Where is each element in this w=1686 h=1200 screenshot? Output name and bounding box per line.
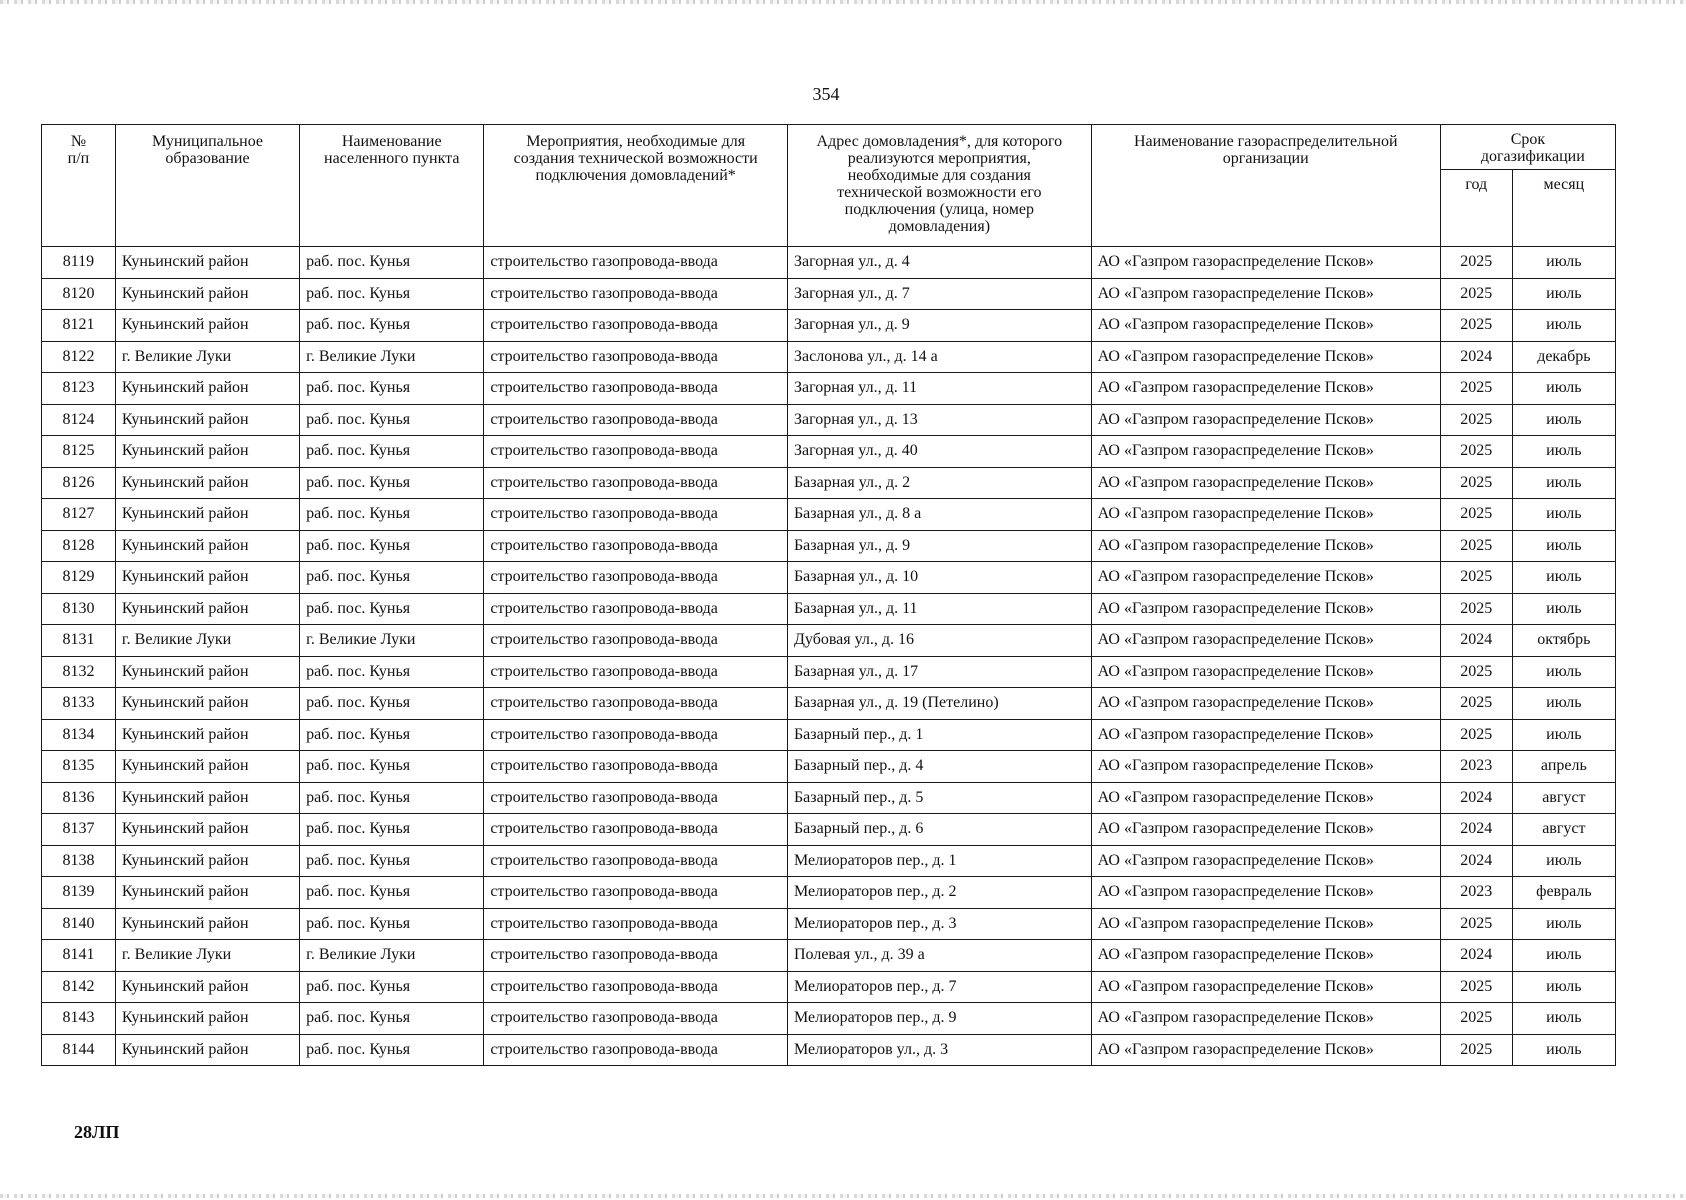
cell-month: декабрь <box>1512 341 1615 373</box>
cell-month: июль <box>1512 940 1615 972</box>
table-body <box>42 247 1616 1066</box>
cell-organization: АО «Газпром газораспределение Псков» <box>1091 373 1440 405</box>
cell-year: 2025 <box>1440 593 1512 625</box>
cell-measure: строительство газопровода-ввода <box>484 530 788 562</box>
cell-num: 8136 <box>42 782 116 814</box>
cell-municipality: Куньинский район <box>115 719 299 751</box>
cell-year: 2025 <box>1440 908 1512 940</box>
cell-address: Мелиораторов пер., д. 7 <box>787 971 1091 1003</box>
table-row <box>42 656 1616 688</box>
cell-organization: АО «Газпром газораспределение Псков» <box>1091 814 1440 846</box>
gasification-table <box>41 124 1616 1066</box>
cell-num: 8139 <box>42 877 116 909</box>
cell-municipality: Куньинский район <box>115 499 299 531</box>
cell-municipality: Куньинский район <box>115 656 299 688</box>
cell-settlement: г. Великие Луки <box>300 940 484 972</box>
cell-organization: АО «Газпром газораспределение Псков» <box>1091 499 1440 531</box>
cell-year: 2025 <box>1440 719 1512 751</box>
cell-settlement: раб. пос. Кунья <box>300 247 484 279</box>
cell-year: 2025 <box>1440 247 1512 279</box>
cell-num: 8130 <box>42 593 116 625</box>
cell-month: июль <box>1512 1034 1615 1066</box>
table-row <box>42 719 1616 751</box>
cell-year: 2025 <box>1440 467 1512 499</box>
cell-measure: строительство газопровода-ввода <box>484 719 788 751</box>
cell-settlement: раб. пос. Кунья <box>300 278 484 310</box>
table-row <box>42 1034 1616 1066</box>
cell-municipality: Куньинский район <box>115 530 299 562</box>
cell-organization: АО «Газпром газораспределение Псков» <box>1091 625 1440 657</box>
cell-municipality: Куньинский район <box>115 1034 299 1066</box>
cell-measure: строительство газопровода-ввода <box>484 436 788 468</box>
cell-address: Мелиораторов пер., д. 9 <box>787 1003 1091 1035</box>
cell-year: 2025 <box>1440 530 1512 562</box>
scan-edge-top <box>0 0 1686 4</box>
cell-num: 8140 <box>42 908 116 940</box>
cell-organization: АО «Газпром газораспределение Псков» <box>1091 1034 1440 1066</box>
cell-num: 8127 <box>42 499 116 531</box>
cell-organization: АО «Газпром газораспределение Псков» <box>1091 530 1440 562</box>
cell-year: 2025 <box>1440 373 1512 405</box>
cell-municipality: Куньинский район <box>115 278 299 310</box>
cell-settlement: раб. пос. Кунья <box>300 373 484 405</box>
header-deadline: Срок догазификации <box>1440 125 1615 170</box>
page-number: 354 <box>812 84 840 104</box>
cell-settlement: раб. пос. Кунья <box>300 530 484 562</box>
cell-organization: АО «Газпром газораспределение Псков» <box>1091 940 1440 972</box>
cell-measure: строительство газопровода-ввода <box>484 278 788 310</box>
scan-edge-bottom <box>0 1194 1686 1198</box>
cell-organization: АО «Газпром газораспределение Псков» <box>1091 688 1440 720</box>
table-row <box>42 404 1616 436</box>
cell-settlement: г. Великие Луки <box>300 341 484 373</box>
footer-code: 28ЛП <box>74 1122 120 1142</box>
cell-organization: АО «Газпром газораспределение Псков» <box>1091 310 1440 342</box>
header-measures: Мероприятия, необходимые для создания технической возможности подключения домовладений* <box>484 125 788 247</box>
cell-address: Загорная ул., д. 9 <box>787 310 1091 342</box>
cell-measure: строительство газопровода-ввода <box>484 814 788 846</box>
cell-measure: строительство газопровода-ввода <box>484 656 788 688</box>
cell-address: Мелиораторов ул., д. 3 <box>787 1034 1091 1066</box>
header-year: год <box>1440 170 1512 247</box>
cell-measure: строительство газопровода-ввода <box>484 940 788 972</box>
cell-settlement: раб. пос. Кунья <box>300 1034 484 1066</box>
table-row <box>42 530 1616 562</box>
cell-num: 8121 <box>42 310 116 342</box>
cell-measure: строительство газопровода-ввода <box>484 247 788 279</box>
cell-organization: АО «Газпром газораспределение Псков» <box>1091 341 1440 373</box>
cell-municipality: Куньинский район <box>115 247 299 279</box>
cell-measure: строительство газопровода-ввода <box>484 499 788 531</box>
cell-measure: строительство газопровода-ввода <box>484 562 788 594</box>
cell-num: 8128 <box>42 530 116 562</box>
cell-measure: строительство газопровода-ввода <box>484 1034 788 1066</box>
cell-municipality: Куньинский район <box>115 1003 299 1035</box>
table-row <box>42 562 1616 594</box>
cell-settlement: раб. пос. Кунья <box>300 719 484 751</box>
cell-settlement: раб. пос. Кунья <box>300 814 484 846</box>
cell-measure: строительство газопровода-ввода <box>484 845 788 877</box>
cell-settlement: раб. пос. Кунья <box>300 499 484 531</box>
cell-settlement: раб. пос. Кунья <box>300 656 484 688</box>
cell-month: август <box>1512 782 1615 814</box>
cell-address: Базарная ул., д. 9 <box>787 530 1091 562</box>
cell-municipality: Куньинский район <box>115 688 299 720</box>
header-address: Адрес домовладения*, для которого реализуются мероприятия, необходимые для создания технической возможности его подключения (улица, номер домовладения) <box>787 125 1091 247</box>
cell-num: 8120 <box>42 278 116 310</box>
cell-address: Базарная ул., д. 8 а <box>787 499 1091 531</box>
table-row <box>42 845 1616 877</box>
header-num: № п/п <box>42 125 116 247</box>
cell-month: июль <box>1512 467 1615 499</box>
cell-settlement: раб. пос. Кунья <box>300 310 484 342</box>
cell-address: Базарный пер., д. 4 <box>787 751 1091 783</box>
cell-month: октябрь <box>1512 625 1615 657</box>
cell-address: Мелиораторов пер., д. 3 <box>787 908 1091 940</box>
cell-month: июль <box>1512 688 1615 720</box>
cell-settlement: раб. пос. Кунья <box>300 436 484 468</box>
cell-address: Заслонова ул., д. 14 а <box>787 341 1091 373</box>
table-row <box>42 436 1616 468</box>
cell-measure: строительство газопровода-ввода <box>484 404 788 436</box>
cell-address: Загорная ул., д. 13 <box>787 404 1091 436</box>
cell-num: 8133 <box>42 688 116 720</box>
cell-measure: строительство газопровода-ввода <box>484 1003 788 1035</box>
cell-measure: строительство газопровода-ввода <box>484 782 788 814</box>
cell-month: июль <box>1512 310 1615 342</box>
table-row <box>42 688 1616 720</box>
cell-municipality: Куньинский район <box>115 593 299 625</box>
cell-settlement: раб. пос. Кунья <box>300 971 484 1003</box>
table-row <box>42 971 1616 1003</box>
cell-month: июль <box>1512 656 1615 688</box>
cell-num: 8142 <box>42 971 116 1003</box>
table-header <box>42 125 1616 247</box>
cell-address: Базарная ул., д. 11 <box>787 593 1091 625</box>
cell-organization: АО «Газпром газораспределение Псков» <box>1091 656 1440 688</box>
cell-address: Полевая ул., д. 39 а <box>787 940 1091 972</box>
cell-organization: АО «Газпром газораспределение Псков» <box>1091 562 1440 594</box>
cell-month: апрель <box>1512 751 1615 783</box>
cell-municipality: г. Великие Луки <box>115 940 299 972</box>
table-row <box>42 373 1616 405</box>
cell-address: Базарная ул., д. 17 <box>787 656 1091 688</box>
cell-municipality: Куньинский район <box>115 814 299 846</box>
cell-month: июль <box>1512 593 1615 625</box>
cell-settlement: раб. пос. Кунья <box>300 467 484 499</box>
cell-organization: АО «Газпром газораспределение Псков» <box>1091 971 1440 1003</box>
cell-organization: АО «Газпром газораспределение Псков» <box>1091 1003 1440 1035</box>
cell-month: июль <box>1512 719 1615 751</box>
table-row <box>42 593 1616 625</box>
cell-num: 8144 <box>42 1034 116 1066</box>
table-row <box>42 341 1616 373</box>
cell-address: Загорная ул., д. 4 <box>787 247 1091 279</box>
cell-settlement: раб. пос. Кунья <box>300 845 484 877</box>
cell-municipality: Куньинский район <box>115 467 299 499</box>
cell-municipality: г. Великие Луки <box>115 341 299 373</box>
cell-year: 2023 <box>1440 877 1512 909</box>
cell-municipality: Куньинский район <box>115 404 299 436</box>
cell-address: Мелиораторов пер., д. 2 <box>787 877 1091 909</box>
cell-settlement: раб. пос. Кунья <box>300 751 484 783</box>
cell-municipality: Куньинский район <box>115 908 299 940</box>
cell-year: 2025 <box>1440 1034 1512 1066</box>
cell-organization: АО «Газпром газораспределение Псков» <box>1091 467 1440 499</box>
cell-month: август <box>1512 814 1615 846</box>
cell-year: 2024 <box>1440 814 1512 846</box>
cell-num: 8138 <box>42 845 116 877</box>
cell-measure: строительство газопровода-ввода <box>484 341 788 373</box>
cell-num: 8129 <box>42 562 116 594</box>
cell-municipality: Куньинский район <box>115 751 299 783</box>
cell-year: 2024 <box>1440 625 1512 657</box>
table-row <box>42 940 1616 972</box>
cell-address: Базарный пер., д. 5 <box>787 782 1091 814</box>
cell-year: 2024 <box>1440 341 1512 373</box>
cell-municipality: Куньинский район <box>115 310 299 342</box>
cell-year: 2025 <box>1440 562 1512 594</box>
cell-organization: АО «Газпром газораспределение Псков» <box>1091 404 1440 436</box>
cell-settlement: раб. пос. Кунья <box>300 782 484 814</box>
cell-month: февраль <box>1512 877 1615 909</box>
cell-month: июль <box>1512 373 1615 405</box>
cell-municipality: г. Великие Луки <box>115 625 299 657</box>
table-row <box>42 814 1616 846</box>
cell-address: Базарная ул., д. 2 <box>787 467 1091 499</box>
cell-month: июль <box>1512 1003 1615 1035</box>
cell-month: июль <box>1512 562 1615 594</box>
header-month: месяц <box>1512 170 1615 247</box>
table-row <box>42 310 1616 342</box>
cell-measure: строительство газопровода-ввода <box>484 971 788 1003</box>
cell-municipality: Куньинский район <box>115 373 299 405</box>
cell-num: 8125 <box>42 436 116 468</box>
cell-settlement: раб. пос. Кунья <box>300 1003 484 1035</box>
header-organization: Наименование газораспределительной организации <box>1091 125 1440 247</box>
cell-num: 8132 <box>42 656 116 688</box>
cell-month: июль <box>1512 530 1615 562</box>
cell-municipality: Куньинский район <box>115 436 299 468</box>
cell-settlement: г. Великие Луки <box>300 625 484 657</box>
cell-organization: АО «Газпром газораспределение Псков» <box>1091 845 1440 877</box>
cell-num: 8137 <box>42 814 116 846</box>
cell-municipality: Куньинский район <box>115 782 299 814</box>
cell-address: Базарная ул., д. 19 (Петелино) <box>787 688 1091 720</box>
table-row <box>42 751 1616 783</box>
cell-measure: строительство газопровода-ввода <box>484 877 788 909</box>
cell-address: Загорная ул., д. 7 <box>787 278 1091 310</box>
cell-num: 8134 <box>42 719 116 751</box>
cell-num: 8122 <box>42 341 116 373</box>
cell-year: 2025 <box>1440 436 1512 468</box>
cell-year: 2023 <box>1440 751 1512 783</box>
cell-address: Мелиораторов пер., д. 1 <box>787 845 1091 877</box>
cell-address: Базарный пер., д. 6 <box>787 814 1091 846</box>
cell-year: 2024 <box>1440 782 1512 814</box>
cell-year: 2025 <box>1440 656 1512 688</box>
cell-measure: строительство газопровода-ввода <box>484 467 788 499</box>
cell-municipality: Куньинский район <box>115 971 299 1003</box>
cell-address: Загорная ул., д. 40 <box>787 436 1091 468</box>
cell-month: июль <box>1512 436 1615 468</box>
cell-measure: строительство газопровода-ввода <box>484 908 788 940</box>
cell-num: 8123 <box>42 373 116 405</box>
table-row <box>42 782 1616 814</box>
cell-organization: АО «Газпром газораспределение Псков» <box>1091 782 1440 814</box>
cell-measure: строительство газопровода-ввода <box>484 593 788 625</box>
cell-organization: АО «Газпром газораспределение Псков» <box>1091 908 1440 940</box>
cell-num: 8124 <box>42 404 116 436</box>
table-row <box>42 278 1616 310</box>
cell-measure: строительство газопровода-ввода <box>484 751 788 783</box>
cell-month: июль <box>1512 278 1615 310</box>
cell-organization: АО «Газпром газораспределение Псков» <box>1091 247 1440 279</box>
cell-organization: АО «Газпром газораспределение Псков» <box>1091 751 1440 783</box>
cell-address: Базарная ул., д. 10 <box>787 562 1091 594</box>
table-row <box>42 908 1616 940</box>
cell-address: Дубовая ул., д. 16 <box>787 625 1091 657</box>
cell-address: Загорная ул., д. 11 <box>787 373 1091 405</box>
cell-address: Базарный пер., д. 1 <box>787 719 1091 751</box>
cell-num: 8143 <box>42 1003 116 1035</box>
cell-year: 2025 <box>1440 404 1512 436</box>
cell-settlement: раб. пос. Кунья <box>300 593 484 625</box>
cell-settlement: раб. пос. Кунья <box>300 404 484 436</box>
cell-organization: АО «Газпром газораспределение Псков» <box>1091 719 1440 751</box>
cell-year: 2024 <box>1440 845 1512 877</box>
cell-municipality: Куньинский район <box>115 562 299 594</box>
cell-year: 2025 <box>1440 499 1512 531</box>
cell-month: июль <box>1512 404 1615 436</box>
cell-settlement: раб. пос. Кунья <box>300 877 484 909</box>
cell-year: 2024 <box>1440 940 1512 972</box>
cell-measure: строительство газопровода-ввода <box>484 688 788 720</box>
cell-year: 2025 <box>1440 971 1512 1003</box>
cell-measure: строительство газопровода-ввода <box>484 625 788 657</box>
cell-organization: АО «Газпром газораспределение Псков» <box>1091 278 1440 310</box>
table-row <box>42 1003 1616 1035</box>
cell-month: июль <box>1512 971 1615 1003</box>
cell-measure: строительство газопровода-ввода <box>484 373 788 405</box>
cell-month: июль <box>1512 908 1615 940</box>
table-row <box>42 625 1616 657</box>
cell-organization: АО «Газпром газораспределение Псков» <box>1091 593 1440 625</box>
cell-year: 2025 <box>1440 1003 1512 1035</box>
cell-month: июль <box>1512 499 1615 531</box>
cell-num: 8131 <box>42 625 116 657</box>
cell-month: июль <box>1512 247 1615 279</box>
cell-num: 8141 <box>42 940 116 972</box>
cell-year: 2025 <box>1440 310 1512 342</box>
header-settlement: Наименование населенного пункта <box>300 125 484 247</box>
table-row <box>42 877 1616 909</box>
cell-num: 8119 <box>42 247 116 279</box>
cell-settlement: раб. пос. Кунья <box>300 688 484 720</box>
cell-settlement: раб. пос. Кунья <box>300 562 484 594</box>
table-row <box>42 499 1616 531</box>
cell-municipality: Куньинский район <box>115 877 299 909</box>
header-municipality: Муниципальное образование <box>115 125 299 247</box>
cell-num: 8126 <box>42 467 116 499</box>
cell-measure: строительство газопровода-ввода <box>484 310 788 342</box>
cell-year: 2025 <box>1440 278 1512 310</box>
cell-year: 2025 <box>1440 688 1512 720</box>
cell-month: июль <box>1512 845 1615 877</box>
cell-num: 8135 <box>42 751 116 783</box>
table-row <box>42 467 1616 499</box>
cell-organization: АО «Газпром газораспределение Псков» <box>1091 436 1440 468</box>
cell-organization: АО «Газпром газораспределение Псков» <box>1091 877 1440 909</box>
cell-municipality: Куньинский район <box>115 845 299 877</box>
cell-settlement: раб. пос. Кунья <box>300 908 484 940</box>
table-row <box>42 247 1616 279</box>
